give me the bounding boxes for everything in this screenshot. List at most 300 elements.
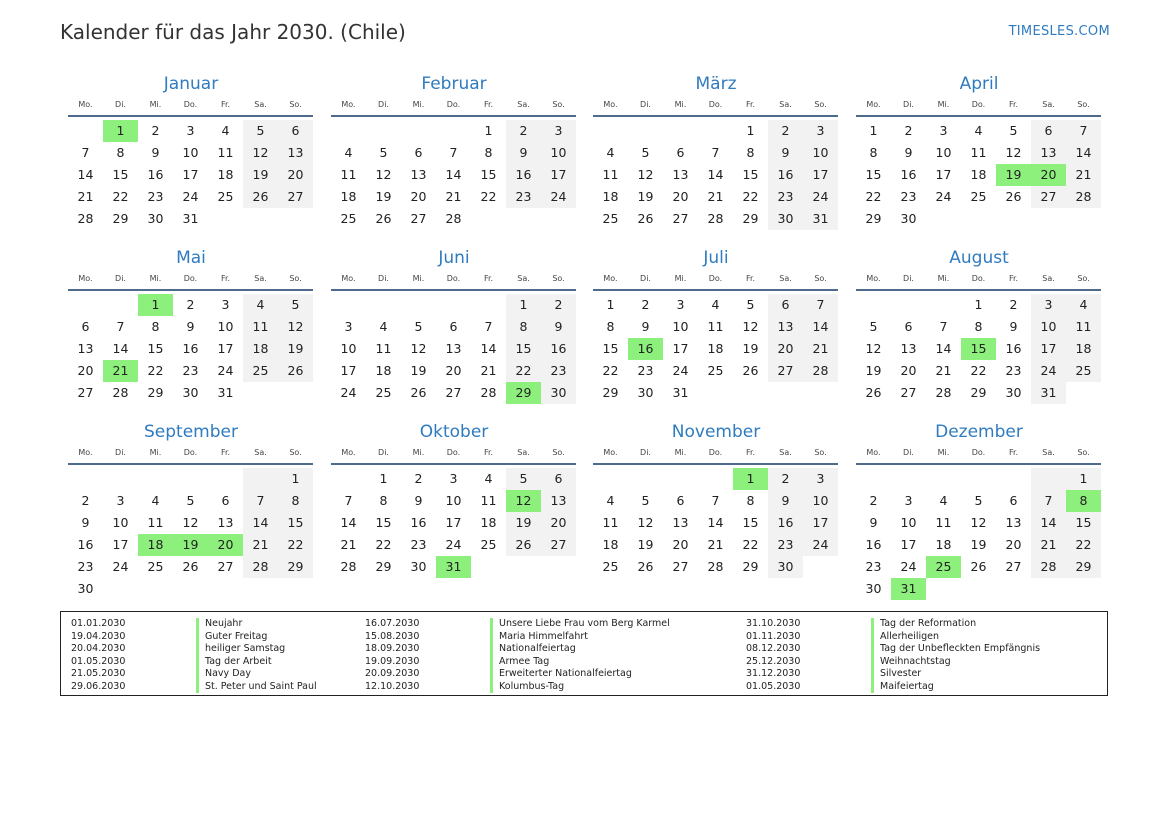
empty-cell <box>628 120 663 142</box>
day-cell: 9 <box>869 515 878 530</box>
day-cell: 11 <box>480 493 497 508</box>
day-cell: 30 <box>865 581 882 596</box>
weekday-label: Di. <box>378 274 389 283</box>
day-cell: 20 <box>768 338 803 360</box>
weekday-label: So. <box>1077 448 1090 457</box>
holiday-day-cell: 8 <box>1066 490 1101 512</box>
day-cell: 7 <box>116 319 125 334</box>
day-cell: 20 <box>900 363 917 378</box>
holiday-date: 15.08.2030 <box>365 630 420 642</box>
day-cell: 5 <box>641 493 650 508</box>
day-cell: 13 <box>217 515 234 530</box>
empty-cell <box>996 578 1031 600</box>
day-cell: 15 <box>480 167 497 182</box>
day-cell: 12 <box>637 515 654 530</box>
empty-cell <box>243 208 278 230</box>
month-mai <box>68 246 314 404</box>
day-cell: 29 <box>970 385 987 400</box>
day-cell: 8 <box>974 319 983 334</box>
day-cell: 14 <box>243 512 278 534</box>
day-cell: 30 <box>541 382 576 404</box>
weekday-label: So. <box>289 274 302 283</box>
day-cell: 20 <box>445 363 462 378</box>
weekday-header <box>856 446 1102 460</box>
empty-cell <box>471 208 506 230</box>
day-cell: 3 <box>344 319 353 334</box>
day-cell: 21 <box>77 189 94 204</box>
holiday-name: Kolumbus-Tag <box>490 681 564 694</box>
day-cell: 27 <box>77 385 94 400</box>
holiday-day-cell: 16 <box>628 338 663 360</box>
day-cell: 29 <box>602 385 619 400</box>
day-cell: 10 <box>340 341 357 356</box>
day-cell: 19 <box>375 189 392 204</box>
empty-cell <box>593 468 628 490</box>
month-name: Mai <box>176 248 206 268</box>
weekday-label: Mi. <box>412 274 425 283</box>
month-name: November <box>671 422 761 442</box>
weekday-label: Sa. <box>517 100 530 109</box>
holiday-day-cell: 18 <box>138 534 173 556</box>
day-cell: 5 <box>414 319 423 334</box>
month-februar <box>331 72 577 230</box>
day-cell: 18 <box>602 537 619 552</box>
month-divider <box>593 115 838 117</box>
holiday-name: Navy Day <box>196 668 251 681</box>
day-cell: 10 <box>112 515 129 530</box>
day-cell: 13 <box>410 167 427 182</box>
empty-cell <box>138 468 173 490</box>
day-cell: 9 <box>506 142 541 164</box>
weekday-label: Mi. <box>674 448 687 457</box>
weekday-label: Mi. <box>674 100 687 109</box>
day-cell: 21 <box>243 534 278 556</box>
empty-cell <box>103 468 138 490</box>
day-grid <box>593 120 838 230</box>
day-cell: 16 <box>865 537 882 552</box>
day-cell: 9 <box>904 145 913 160</box>
weekday-label: Fr. <box>483 274 494 283</box>
site-link[interactable]: TIMESLES.COM <box>1008 24 1110 39</box>
day-cell: 26 <box>182 559 199 574</box>
day-cell: 14 <box>445 167 462 182</box>
month-divider <box>856 115 1101 117</box>
day-cell: 26 <box>865 385 882 400</box>
day-cell: 20 <box>410 189 427 204</box>
holiday-name: Erweiterter Nationalfeiertag <box>490 668 632 681</box>
day-cell: 27 <box>672 211 689 226</box>
day-cell: 30 <box>147 211 164 226</box>
holiday-name: Allerheiligen <box>871 631 939 644</box>
month-name: Januar <box>163 74 219 94</box>
empty-cell <box>1066 208 1101 230</box>
day-cell: 18 <box>217 167 234 182</box>
day-cell: 29 <box>1066 556 1101 578</box>
day-cell: 21 <box>707 537 724 552</box>
weekday-header <box>68 446 314 460</box>
holiday-date: 29.06.2030 <box>71 680 126 692</box>
empty-cell <box>243 382 278 404</box>
day-cell: 16 <box>182 341 199 356</box>
empty-cell <box>471 556 506 578</box>
day-cell: 16 <box>768 512 803 534</box>
weekday-label: Mi. <box>674 274 687 283</box>
weekday-header <box>593 272 839 286</box>
empty-cell <box>68 294 103 316</box>
empty-cell <box>593 120 628 142</box>
day-cell: 2 <box>151 123 160 138</box>
holiday-name: Tag der Arbeit <box>196 656 272 669</box>
empty-cell <box>506 208 541 230</box>
day-cell: 28 <box>77 211 94 226</box>
holiday-name: Silvester <box>871 668 921 681</box>
day-cell: 4 <box>344 145 353 160</box>
day-cell: 21 <box>445 189 462 204</box>
month-april <box>856 72 1102 230</box>
weekday-label: Sa. <box>1042 100 1055 109</box>
weekday-label: So. <box>289 100 302 109</box>
month-divider <box>331 463 576 465</box>
day-cell: 8 <box>151 319 160 334</box>
day-cell: 10 <box>935 145 952 160</box>
day-cell: 30 <box>1005 385 1022 400</box>
day-cell: 15 <box>112 167 129 182</box>
weekday-label: Di. <box>378 448 389 457</box>
empty-cell <box>803 556 838 578</box>
weekday-label: Mo. <box>341 448 356 457</box>
day-cell: 25 <box>602 559 619 574</box>
empty-cell <box>541 208 576 230</box>
day-cell: 13 <box>77 341 94 356</box>
day-cell: 18 <box>480 515 497 530</box>
day-cell: 26 <box>742 363 759 378</box>
day-cell: 16 <box>506 164 541 186</box>
weekday-label: Mi. <box>937 448 950 457</box>
empty-cell <box>68 120 103 142</box>
day-cell: 23 <box>637 363 654 378</box>
day-cell: 1 <box>484 123 493 138</box>
day-grid <box>593 294 838 404</box>
month-januar <box>68 72 314 230</box>
day-cell: 28 <box>480 385 497 400</box>
day-cell: 4 <box>379 319 388 334</box>
day-cell: 26 <box>506 534 541 556</box>
weekday-label: Do. <box>971 448 986 457</box>
day-cell: 17 <box>182 167 199 182</box>
day-cell: 10 <box>182 145 199 160</box>
day-cell: 13 <box>768 316 803 338</box>
day-cell: 21 <box>1031 534 1066 556</box>
day-cell: 7 <box>1066 120 1101 142</box>
day-cell: 13 <box>1005 515 1022 530</box>
month-divider <box>856 463 1101 465</box>
day-cell: 21 <box>1066 164 1101 186</box>
day-cell: 3 <box>541 120 576 142</box>
holiday-column <box>746 618 1096 693</box>
day-cell: 23 <box>768 534 803 556</box>
day-cell: 12 <box>243 142 278 164</box>
day-cell: 15 <box>147 341 164 356</box>
day-cell: 19 <box>637 189 654 204</box>
day-cell: 25 <box>375 385 392 400</box>
day-cell: 5 <box>243 120 278 142</box>
day-cell: 24 <box>672 363 689 378</box>
day-cell: 27 <box>445 385 462 400</box>
holiday-date: 31.12.2030 <box>746 668 801 679</box>
holiday-day-cell: 19 <box>173 534 208 556</box>
weekday-label: Di. <box>640 274 651 283</box>
holiday-name: Guter Freitag <box>196 631 267 644</box>
holiday-row <box>365 668 745 681</box>
day-cell: 29 <box>278 556 313 578</box>
day-cell: 27 <box>1031 186 1066 208</box>
empty-cell <box>366 120 401 142</box>
empty-cell <box>961 468 996 490</box>
weekday-label: Mo. <box>341 274 356 283</box>
month-name: Oktober <box>419 422 489 442</box>
empty-cell <box>628 468 663 490</box>
day-cell: 22 <box>602 363 619 378</box>
day-cell: 9 <box>641 319 650 334</box>
holiday-name: Unsere Liebe Frau vom Berg Karmel <box>490 618 670 631</box>
weekday-label: So. <box>814 100 827 109</box>
day-cell: 30 <box>768 208 803 230</box>
day-cell: 28 <box>340 559 357 574</box>
month-name: Dezember <box>935 422 1023 442</box>
weekday-label: Do. <box>183 100 198 109</box>
day-cell: 12 <box>637 167 654 182</box>
day-cell: 7 <box>81 145 90 160</box>
day-cell: 8 <box>746 493 755 508</box>
day-cell: 1 <box>974 297 983 312</box>
weekday-header <box>331 446 577 460</box>
empty-cell <box>331 120 366 142</box>
day-cell: 2 <box>186 297 195 312</box>
weekday-label: Do. <box>183 274 198 283</box>
month-divider <box>68 463 313 465</box>
day-cell: 28 <box>803 360 838 382</box>
day-cell: 31 <box>217 385 234 400</box>
day-cell: 4 <box>711 297 720 312</box>
month-divider <box>331 289 576 291</box>
day-cell: 25 <box>970 189 987 204</box>
day-cell: 4 <box>243 294 278 316</box>
holiday-name: St. Peter und Saint Paul <box>196 681 317 694</box>
month-divider <box>331 115 576 117</box>
empty-cell <box>103 578 138 600</box>
month-oktober <box>331 420 577 578</box>
holiday-date: 01.05.2030 <box>746 680 801 692</box>
day-cell: 16 <box>77 537 94 552</box>
day-cell: 17 <box>900 537 917 552</box>
day-cell: 10 <box>1031 316 1066 338</box>
day-cell: 11 <box>602 167 619 182</box>
day-cell: 1 <box>606 297 615 312</box>
day-cell: 11 <box>970 145 987 160</box>
day-cell: 25 <box>340 211 357 226</box>
day-cell: 31 <box>1031 382 1066 404</box>
month-divider <box>593 289 838 291</box>
day-cell: 18 <box>375 363 392 378</box>
day-cell: 13 <box>672 515 689 530</box>
holiday-row <box>746 656 1096 669</box>
day-cell: 26 <box>375 211 392 226</box>
day-cell: 14 <box>935 341 952 356</box>
day-cell: 4 <box>1066 294 1101 316</box>
day-cell: 28 <box>935 385 952 400</box>
month-name: September <box>144 422 238 442</box>
empty-cell <box>541 556 576 578</box>
empty-cell <box>173 578 208 600</box>
holiday-day-cell: 15 <box>961 338 996 360</box>
day-cell: 16 <box>410 515 427 530</box>
weekday-label: So. <box>552 274 565 283</box>
day-cell: 31 <box>803 208 838 230</box>
day-cell: 10 <box>900 515 917 530</box>
weekday-label: Mo. <box>603 448 618 457</box>
weekday-label: Sa. <box>517 274 530 283</box>
day-cell: 7 <box>711 145 720 160</box>
day-cell: 9 <box>541 316 576 338</box>
holiday-date: 16.07.2030 <box>365 618 420 629</box>
day-cell: 12 <box>865 341 882 356</box>
day-cell: 4 <box>221 123 230 138</box>
month-august <box>856 246 1102 404</box>
day-cell: 6 <box>676 493 685 508</box>
day-cell: 27 <box>217 559 234 574</box>
weekday-label: So. <box>814 448 827 457</box>
holiday-day-cell: 25 <box>926 556 961 578</box>
day-cell: 3 <box>803 120 838 142</box>
day-cell: 18 <box>707 341 724 356</box>
empty-cell <box>173 468 208 490</box>
holiday-name: heiliger Samstag <box>196 643 285 656</box>
day-cell: 12 <box>1005 145 1022 160</box>
day-cell: 22 <box>480 189 497 204</box>
holiday-date: 21.05.2030 <box>71 668 126 679</box>
day-cell: 13 <box>672 167 689 182</box>
day-cell: 18 <box>340 189 357 204</box>
day-cell: 6 <box>414 145 423 160</box>
day-cell: 14 <box>340 515 357 530</box>
holiday-row <box>746 668 1096 681</box>
holiday-row <box>746 681 1096 694</box>
day-cell: 8 <box>379 493 388 508</box>
day-cell: 4 <box>939 493 948 508</box>
day-cell: 18 <box>602 189 619 204</box>
weekday-label: So. <box>552 448 565 457</box>
empty-cell <box>208 468 243 490</box>
day-cell: 6 <box>221 493 230 508</box>
day-cell: 21 <box>707 189 724 204</box>
empty-cell <box>1031 208 1066 230</box>
day-cell: 17 <box>1031 338 1066 360</box>
day-cell: 19 <box>243 164 278 186</box>
empty-cell <box>663 468 698 490</box>
day-cell: 11 <box>375 341 392 356</box>
day-cell: 22 <box>375 537 392 552</box>
weekday-label: Do. <box>446 100 461 109</box>
day-cell: 19 <box>637 537 654 552</box>
day-cell: 12 <box>970 515 987 530</box>
holiday-name: Armee Tag <box>490 656 549 669</box>
empty-cell <box>698 120 733 142</box>
day-cell: 24 <box>445 537 462 552</box>
day-cell: 17 <box>935 167 952 182</box>
weekday-label: Di. <box>640 100 651 109</box>
holiday-date: 20.04.2030 <box>71 643 126 654</box>
day-cell: 22 <box>742 189 759 204</box>
day-cell: 22 <box>865 189 882 204</box>
holiday-row <box>746 618 1096 631</box>
day-grid <box>856 294 1101 404</box>
day-cell: 23 <box>77 559 94 574</box>
day-cell: 28 <box>707 559 724 574</box>
day-cell: 15 <box>742 167 759 182</box>
weekday-label: Di. <box>903 100 914 109</box>
day-cell: 17 <box>803 512 838 534</box>
holiday-name: Weihnachtstag <box>871 656 951 669</box>
day-cell: 14 <box>707 167 724 182</box>
weekday-label: Do. <box>971 274 986 283</box>
day-grid <box>68 120 313 230</box>
weekday-label: Di. <box>378 100 389 109</box>
day-cell: 13 <box>1031 142 1066 164</box>
day-cell: 22 <box>970 363 987 378</box>
day-cell: 14 <box>480 341 497 356</box>
holiday-name: Maifeiertag <box>871 681 934 694</box>
day-cell: 5 <box>746 297 755 312</box>
day-cell: 1 <box>278 468 313 490</box>
empty-cell <box>138 578 173 600</box>
weekday-label: Sa. <box>1042 448 1055 457</box>
day-cell: 7 <box>344 493 353 508</box>
day-cell: 19 <box>865 363 882 378</box>
day-cell: 7 <box>484 319 493 334</box>
day-cell: 6 <box>449 319 458 334</box>
day-cell: 24 <box>217 363 234 378</box>
day-cell: 10 <box>541 142 576 164</box>
day-grid <box>331 120 576 230</box>
day-cell: 15 <box>742 515 759 530</box>
holiday-row <box>365 681 745 694</box>
day-cell: 19 <box>410 363 427 378</box>
day-cell: 23 <box>147 189 164 204</box>
day-cell: 1 <box>506 294 541 316</box>
month-name: Februar <box>421 74 487 94</box>
day-cell: 20 <box>278 164 313 186</box>
day-cell: 2 <box>506 120 541 142</box>
weekday-label: So. <box>1077 274 1090 283</box>
day-cell: 22 <box>1066 534 1101 556</box>
day-cell: 5 <box>506 468 541 490</box>
weekday-label: Di. <box>115 274 126 283</box>
weekday-header <box>593 98 839 112</box>
day-cell: 5 <box>869 319 878 334</box>
weekday-label: Do. <box>708 100 723 109</box>
day-cell: 23 <box>182 363 199 378</box>
day-cell: 3 <box>803 468 838 490</box>
day-cell: 28 <box>1066 186 1101 208</box>
day-cell: 31 <box>182 211 199 226</box>
empty-cell <box>436 294 471 316</box>
weekday-label: Mo. <box>78 448 93 457</box>
month-november <box>593 420 839 578</box>
weekday-label: Sa. <box>254 274 267 283</box>
empty-cell <box>698 382 733 404</box>
day-cell: 26 <box>278 360 313 382</box>
day-cell: 25 <box>602 211 619 226</box>
